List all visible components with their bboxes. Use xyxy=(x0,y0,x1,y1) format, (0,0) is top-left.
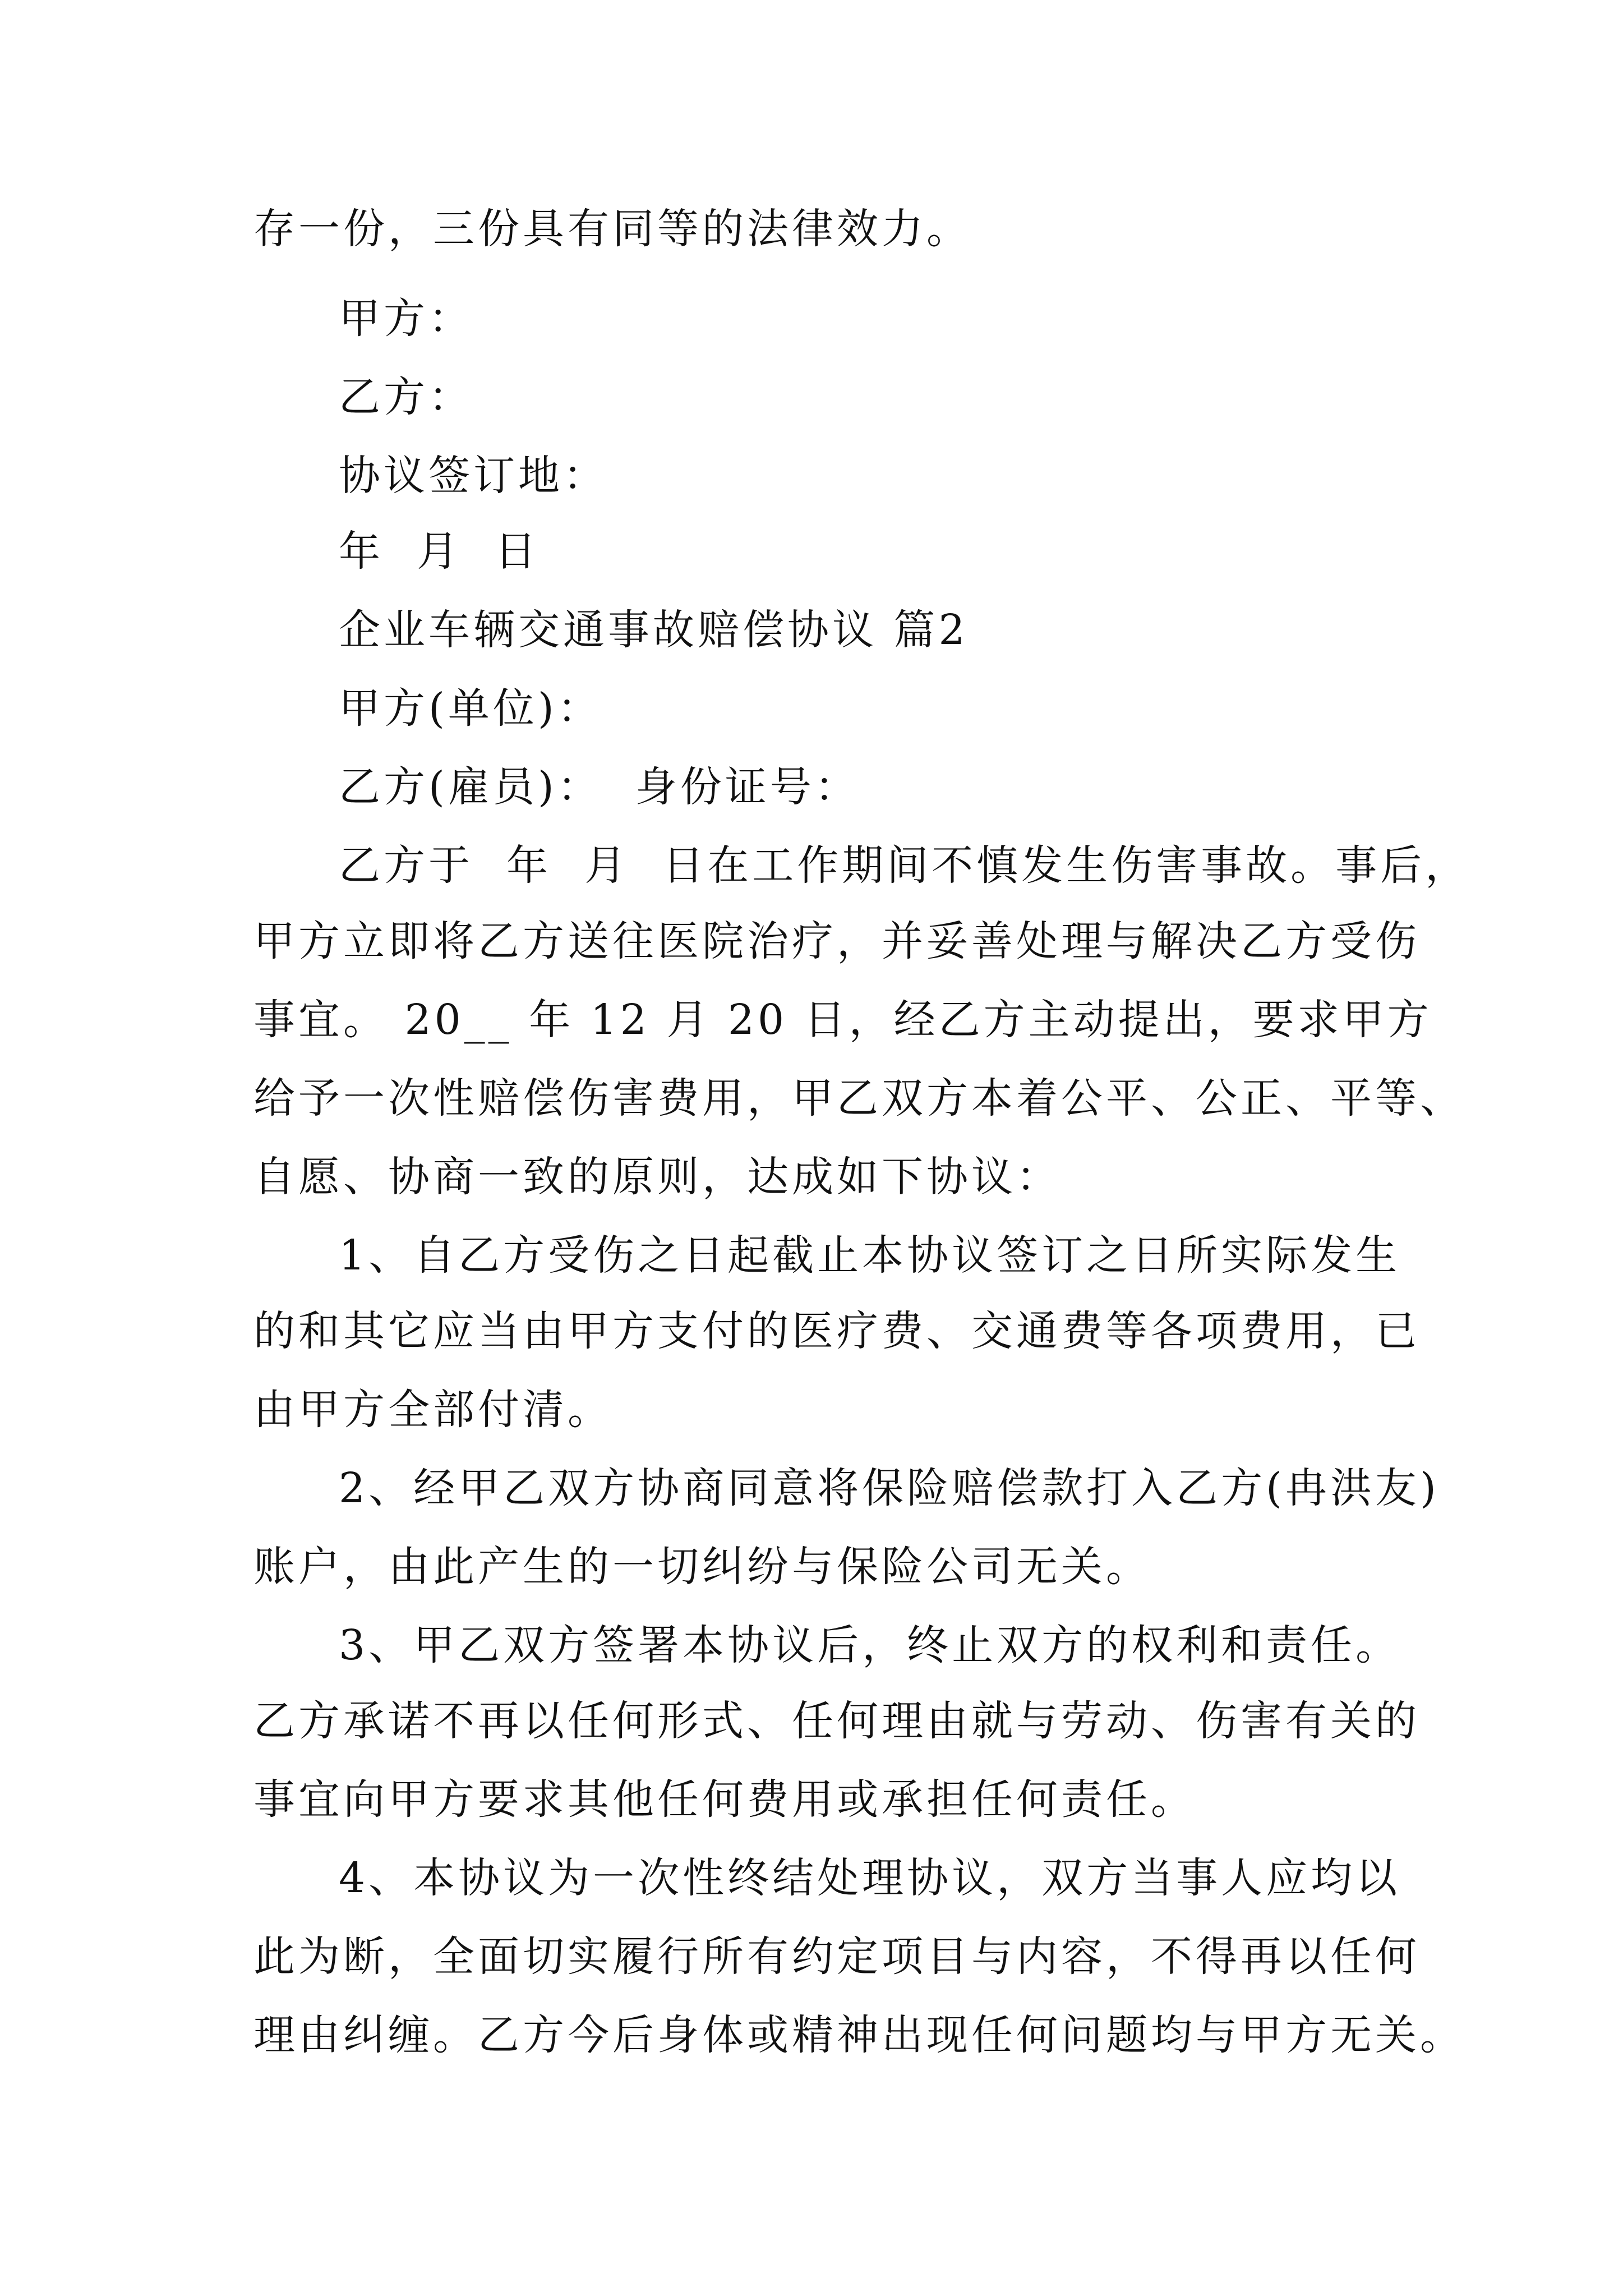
date-label: 年 月 日 xyxy=(339,527,540,576)
clause-3-line: 事宜向甲方要求其他任何费用或承担任何责任。 xyxy=(253,1775,1196,1824)
party-a-label: 甲方： xyxy=(339,295,473,343)
clause-1-line: 的和其它应当由甲方支付的医疗费、交通费等各项费用，已 xyxy=(253,1307,1420,1355)
text-line: 存一份，三份具有同等的法律效力。 xyxy=(253,205,971,253)
clause-4-line: 4、本协议为一次性终结处理协议，双方当事人应均以 xyxy=(339,1854,1401,1902)
clause-2-line: 账户，由此产生的一切纠纷与保险公司无关。 xyxy=(253,1543,1151,1591)
clause-3-line: 3、甲乙双方签署本协议后，终止双方的权利和责任。 xyxy=(339,1621,1401,1669)
clause-4-line: 此为断，全面切实履行所有约定项目与内容，不得再以任何 xyxy=(253,1932,1420,1981)
paragraph-line: 乙方于 年 月 日在工作期间不慎发生伤害事故。事后， xyxy=(339,841,1470,890)
party-b-employee-label: 乙方(雇员)： 身份证号： xyxy=(339,763,860,811)
party-b-label: 乙方： xyxy=(339,373,473,421)
clause-3-line: 乙方承诺不再以任何形式、任何理由就与劳动、伤害有关的 xyxy=(253,1697,1420,1745)
clause-4-line: 理由纠缠。乙方今后身体或精神出现任何问题均与甲方无关。 xyxy=(253,2011,1465,2059)
signing-place-label: 协议签订地： xyxy=(339,452,608,500)
clause-1-line: 1、自乙方受伤之日起截止本协议签订之日所实际发生 xyxy=(339,1231,1401,1280)
paragraph-line: 自愿、协商一致的原则，达成如下协议： xyxy=(253,1153,1061,1201)
paragraph-line: 给予一次性赔偿伤害费用，甲乙双方本着公平、公正、平等、 xyxy=(253,1074,1465,1122)
paragraph-line: 事宜。 20__ 年 12 月 20 日，经乙方主动提出，要求甲方 xyxy=(253,996,1432,1044)
section-title: 企业车辆交通事故赔偿协议 篇2 xyxy=(339,606,969,654)
clause-1-line: 由甲方全部付清。 xyxy=(253,1386,612,1434)
party-a-unit-label: 甲方(单位)： xyxy=(339,684,602,733)
clause-2-line: 2、经甲乙双方协商同意将保险赔偿款打入乙方(冉洪友) xyxy=(339,1464,1440,1512)
paragraph-line: 甲方立即将乙方送往医院治疗，并妥善处理与解决乙方受伤 xyxy=(253,917,1420,965)
